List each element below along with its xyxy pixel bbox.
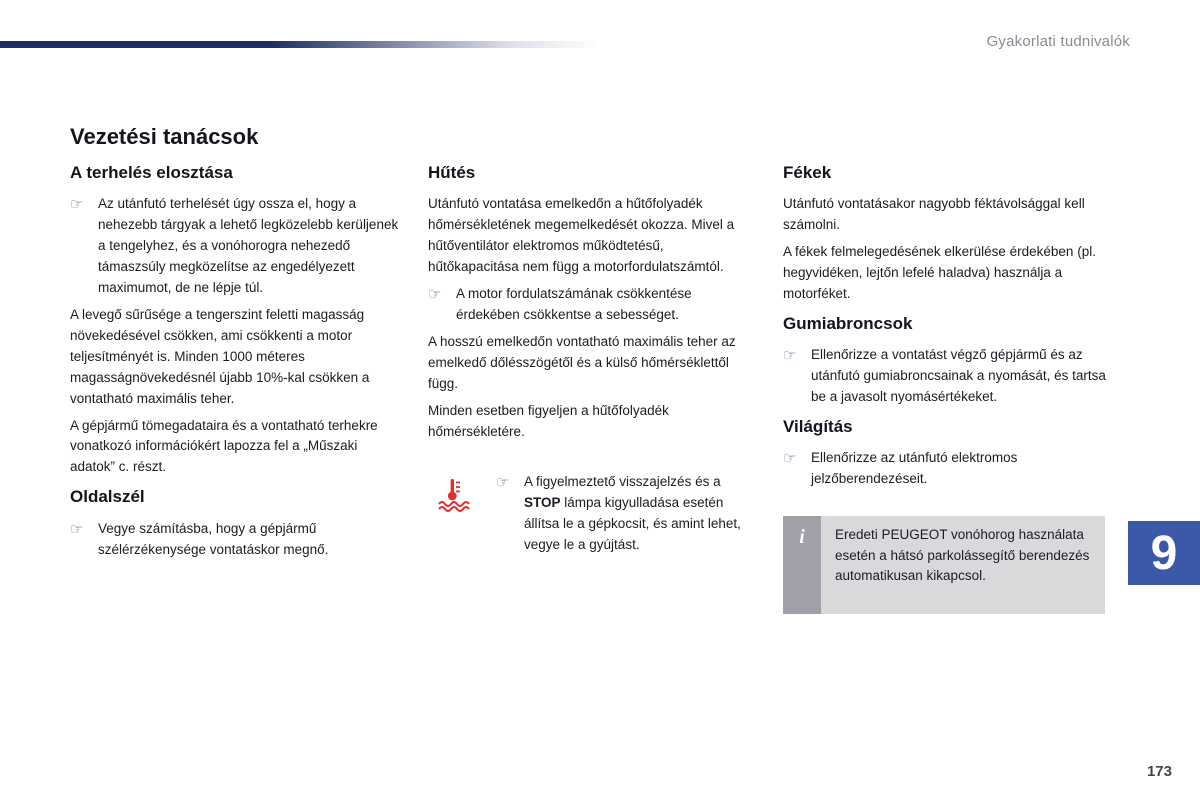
bullet-text: Vegye számításba, hogy a gépjármű szélérzékenysége vontatáskor megnő. bbox=[98, 520, 329, 557]
bullet-item bbox=[70, 519, 404, 561]
coolant-warning-block bbox=[428, 472, 758, 556]
bullet-text: A motor fordulatszámának csökkentése érdekében csökkentse a sebességet. bbox=[456, 286, 692, 322]
coolant-temperature-icon bbox=[436, 476, 472, 519]
bullet-item bbox=[70, 194, 404, 299]
info-icon: i bbox=[799, 526, 805, 549]
pointing-hand-icon: ☞ bbox=[70, 196, 84, 214]
body-paragraph: A levegő sűrűsége a tengerszint feletti magasság növekedésével csökken, ami csökkenti a motor teljesítményét is. Minden 1000 méteres magasságnövekedésnél újabb 10%-kal csökken a vontatható maximális teher. bbox=[70, 306, 370, 406]
page-title: Vezetési tanácsok bbox=[70, 124, 259, 149]
pointing-hand-icon: ☞ bbox=[783, 347, 797, 365]
section-heading-cooling: Hűtés bbox=[428, 163, 476, 182]
stop-lamp-label: STOP bbox=[524, 495, 561, 511]
bullet-item bbox=[496, 472, 758, 556]
info-icon-strip bbox=[783, 516, 821, 614]
section-heading-brakes: Fékek bbox=[783, 163, 832, 182]
bullet-item bbox=[783, 345, 1108, 408]
body-paragraph: Minden esetben figyeljen a hűtőfolyadék hőmérsékletére. bbox=[428, 402, 669, 439]
section-heading-load: A terhelés elosztása bbox=[70, 163, 233, 182]
section-heading-lighting: Világítás bbox=[783, 417, 853, 437]
body-paragraph: Utánfutó vontatása emelkedőn a hűtőfolyadék hőmérsékletének megemelkedését okozza. Mivel a hűtőventilátor elektromos működtetésű, hűtőkapacitása nem függ a motorfordulatszámtól. bbox=[428, 196, 735, 275]
page-number: 173 bbox=[1146, 763, 1172, 780]
info-note-box bbox=[783, 516, 1105, 614]
bullet-text: Ellenőrizze az utánfutó elektromos jelzőberendezéseit. bbox=[811, 450, 1018, 487]
bullet-item bbox=[783, 448, 1108, 490]
chapter-number-tab: 9 bbox=[1128, 521, 1200, 585]
warning-text: A figyelmeztető visszajelzés és a STOP lámpa kigyulladása esetén állítsa le a gépkocsit, és amint lehet, vegye le a gyújtást. bbox=[524, 474, 741, 553]
body-paragraph: A gépjármű tömegadataira és a vontatható terhekre vonatkozó információkért lapozza fel a „Műszaki adatok” c. részt. bbox=[70, 417, 378, 475]
column-brakes-tyres-lighting bbox=[783, 160, 1108, 614]
body-paragraph: A hosszú emelkedőn vontatható maximális teher az emelkedő dőlésszögétől és a külső hőmérséklettől függ. bbox=[428, 333, 736, 391]
pointing-hand-icon: ☞ bbox=[783, 450, 797, 468]
body-paragraph: Utánfutó vontatásakor nagyobb féktávolsággal kell számolni. bbox=[783, 196, 1085, 233]
bullet-text: Az utánfutó terhelését úgy ossza el, hogy a nehezebb tárgyak a lehető legközelebb kerüljenek a tengelyhez, és a vonóhorogra nehezedő támaszsúly megközelítse az engedélyezett maximumot, de ne lépje túl. bbox=[98, 196, 399, 296]
column-load-distribution bbox=[70, 160, 404, 567]
section-heading-sidewind: Oldalszél bbox=[70, 487, 145, 507]
pointing-hand-icon: ☞ bbox=[496, 474, 510, 492]
section-heading-tyres: Gumiabroncsok bbox=[783, 313, 913, 333]
chapter-header-label: Gyakorlati tudnivalók bbox=[986, 33, 1130, 50]
column-cooling bbox=[428, 160, 758, 556]
bullet-item bbox=[428, 284, 758, 326]
body-paragraph: A fékek felmelegedésének elkerülése érdekében (pl. hegyvidéken, lejtőn lefelé haladva) használja a motorféket. bbox=[783, 244, 1096, 302]
bullet-text: Ellenőrizze a vontatást végző gépjármű és az utánfutó gumiabroncsainak a nyomását, és tartsa be a javasolt nyomásértékeket. bbox=[811, 347, 1106, 405]
pointing-hand-icon: ☞ bbox=[70, 520, 84, 538]
pointing-hand-icon: ☞ bbox=[428, 286, 442, 304]
info-note-text: Eredeti PEUGEOT vonóhorog használata esetén a hátsó parkolássegítő berendezés automatikusan kikapcsol. bbox=[835, 527, 1090, 583]
header-gradient-bar bbox=[0, 41, 600, 48]
